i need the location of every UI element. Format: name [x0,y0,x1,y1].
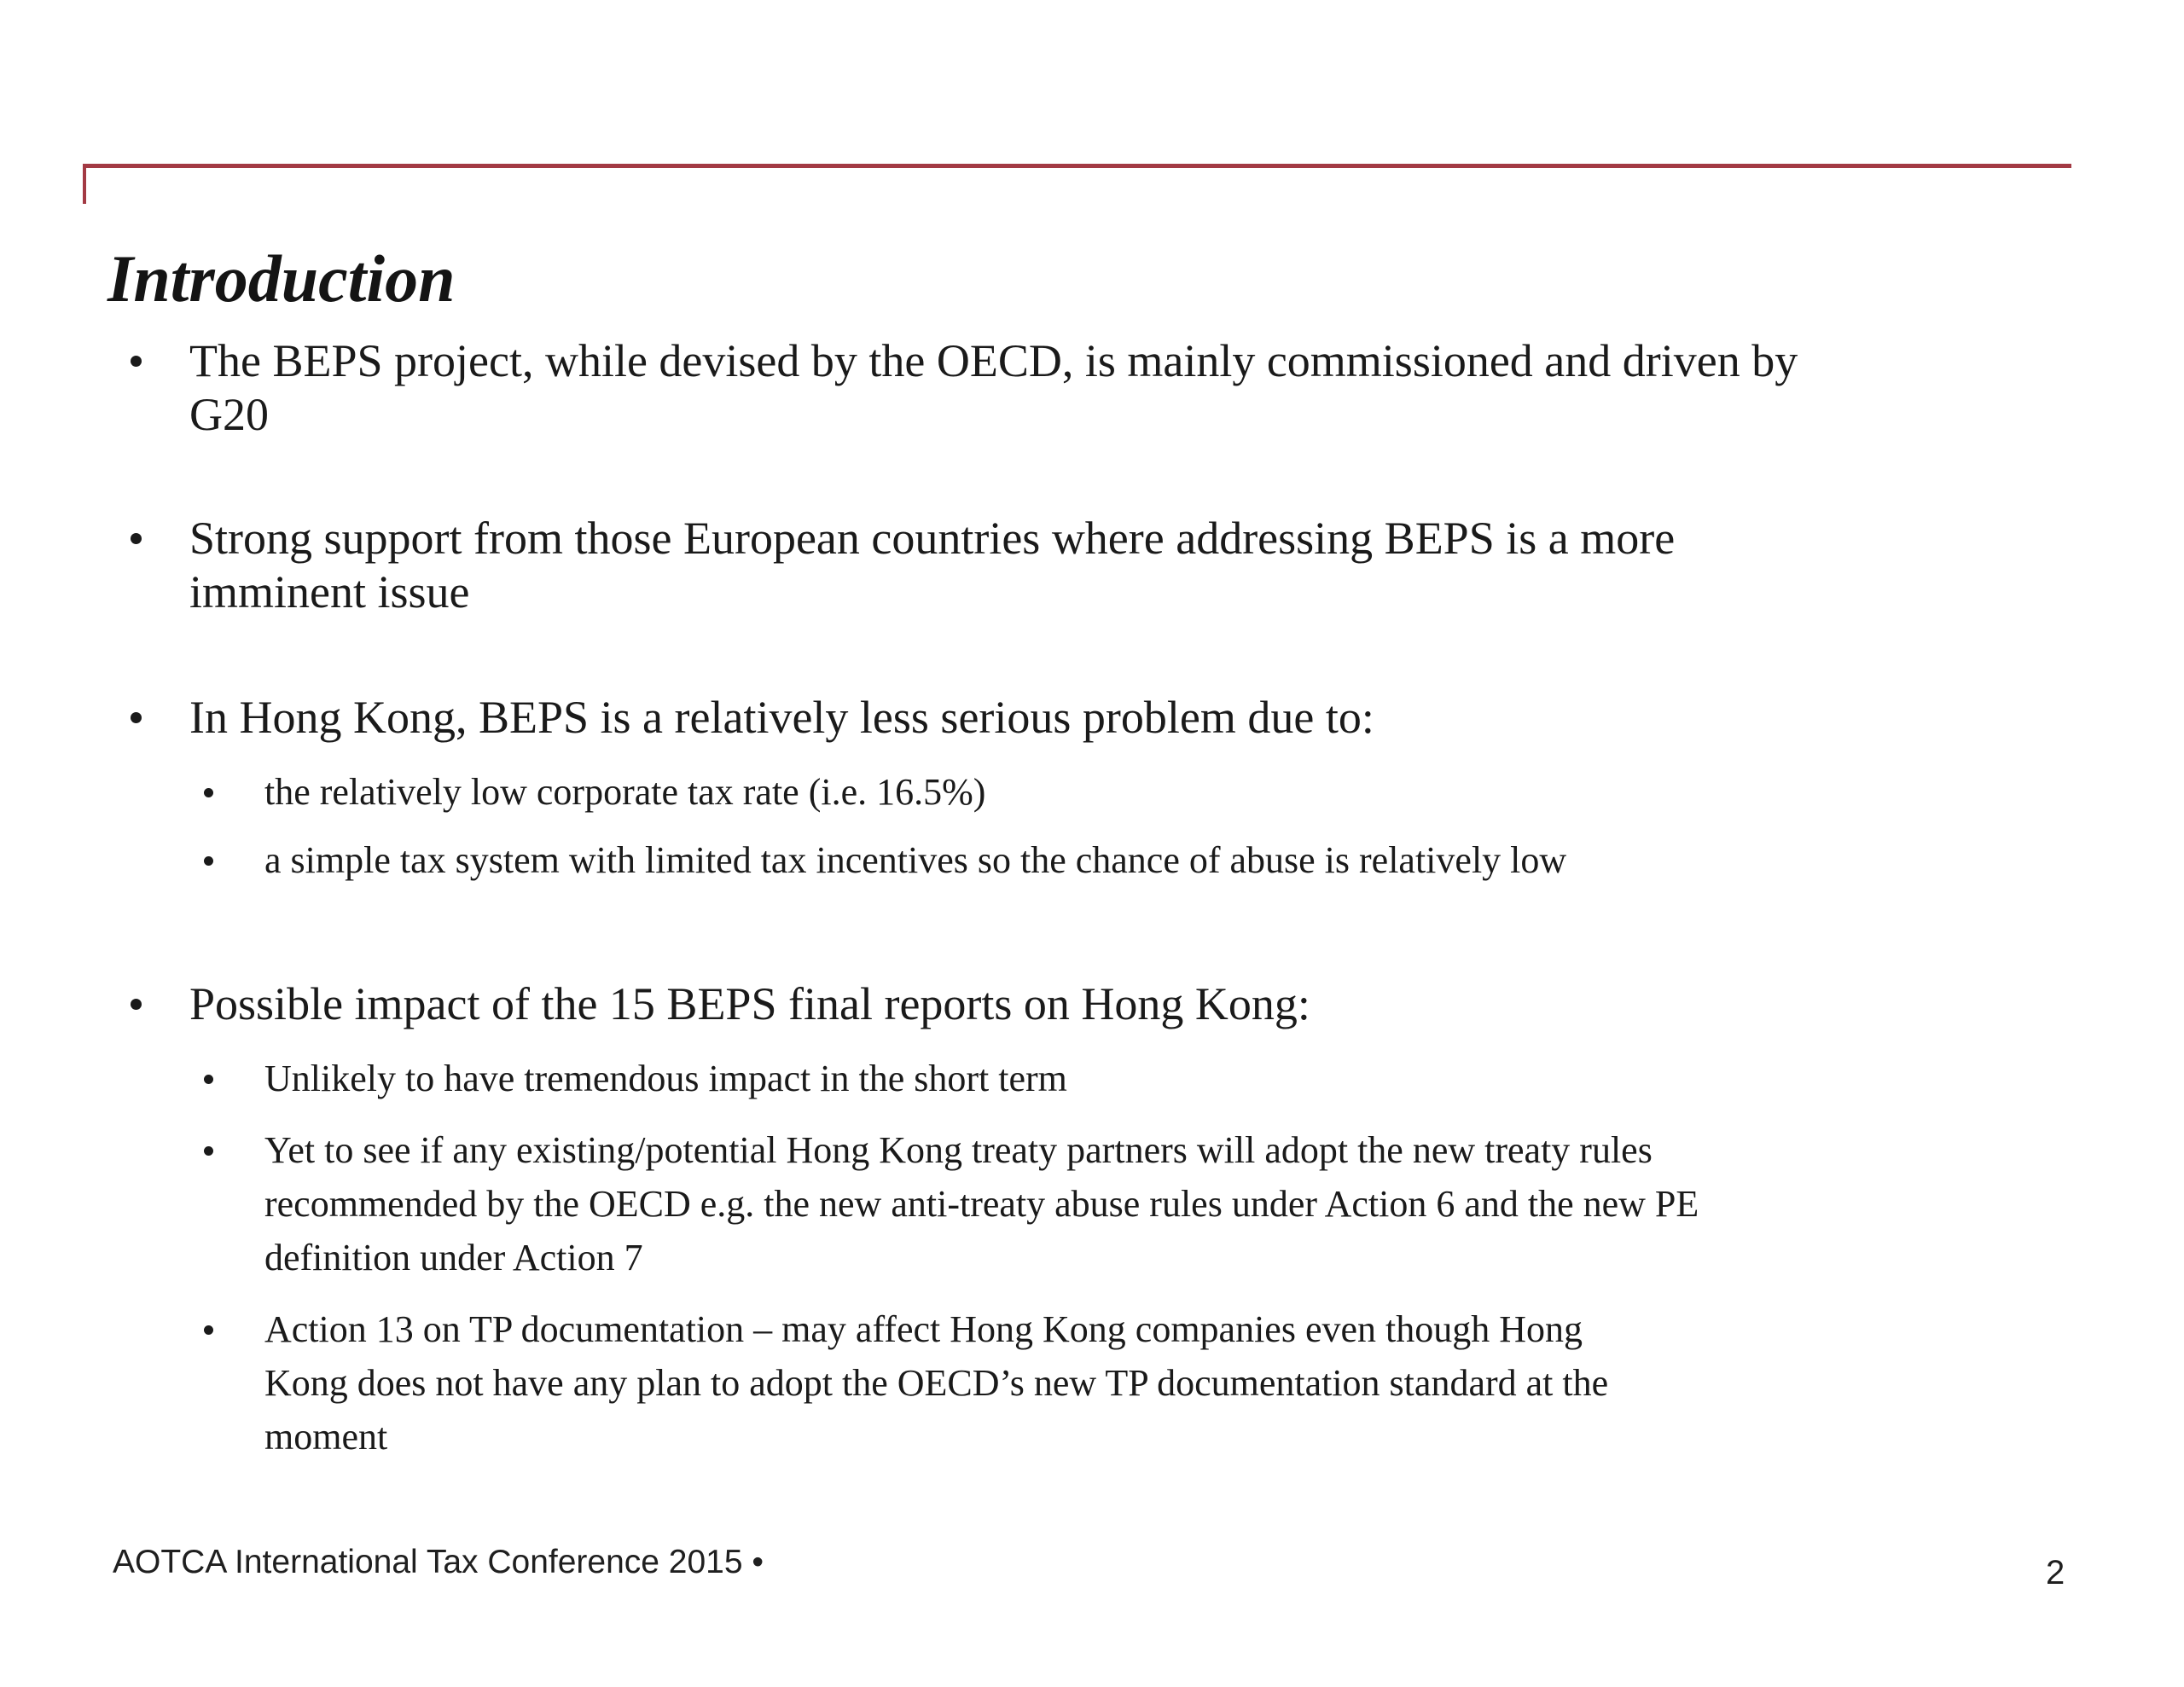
sub-bullet-marker [204,1325,213,1335]
bullet-item [0,691,2184,745]
sub-bullet-text: a simple tax system with limited tax incentives so the chance of abuse is relatively low [264,839,1567,881]
sub-bullet-text: the relatively low corporate tax rate (i.e. 16.5%) [264,771,986,813]
bullet-list [0,334,2184,1464]
footer-text: AOTCA International Tax Conference 2015 • [113,1544,764,1580]
sub-bullet-marker [204,856,213,866]
sub-bullet-item [0,1302,2184,1464]
sub-bullet-marker [204,1146,213,1156]
sub-bullet-text: Action 13 on TP documentation – may affect Hong Kong companies even though Hong Kong does not have any plan to adopt the OECD’s new TP documentation standard at the moment [264,1308,1609,1458]
bullet-marker [131,712,142,723]
sub-bullet-text: Unlikely to have tremendous impact in the short term [264,1058,1067,1099]
sub-bullet-item [0,1123,2184,1284]
bullet-text: The BEPS project, while devised by the OECD, is mainly commissioned and driven by G20 [189,335,1798,440]
title-accent-line [83,164,2071,204]
bullet-text: In Hong Kong, BEPS is a relatively less serious problem due to: [189,692,1374,743]
bullet-marker [131,533,142,544]
bullet-marker [131,999,142,1010]
bullet-marker [131,356,142,367]
bullet-item [0,334,2184,442]
page-title: Introduction [107,241,456,316]
page-number: 2 [2046,1554,2065,1591]
sub-bullet-item [0,765,2184,819]
bullet-text: Strong support from those European countries where addressing BEPS is a more imminent issue [189,513,1676,617]
sub-bullet-item [0,833,2184,887]
bullet-text: Possible impact of the 15 BEPS final reports on Hong Kong: [189,978,1310,1029]
sub-bullet-marker [204,1075,213,1084]
sub-bullet-item [0,1052,2184,1105]
bullet-item [0,977,2184,1031]
bullet-item [0,512,2184,619]
sub-bullet-marker [204,788,213,797]
sub-bullet-text: Yet to see if any existing/potential Hong Kong treaty partners will adopt the new treaty rules recommended by the OECD e.g. the new anti-treaty abuse rules under Action 6 and the new PE definition under Action 7 [264,1129,1699,1278]
